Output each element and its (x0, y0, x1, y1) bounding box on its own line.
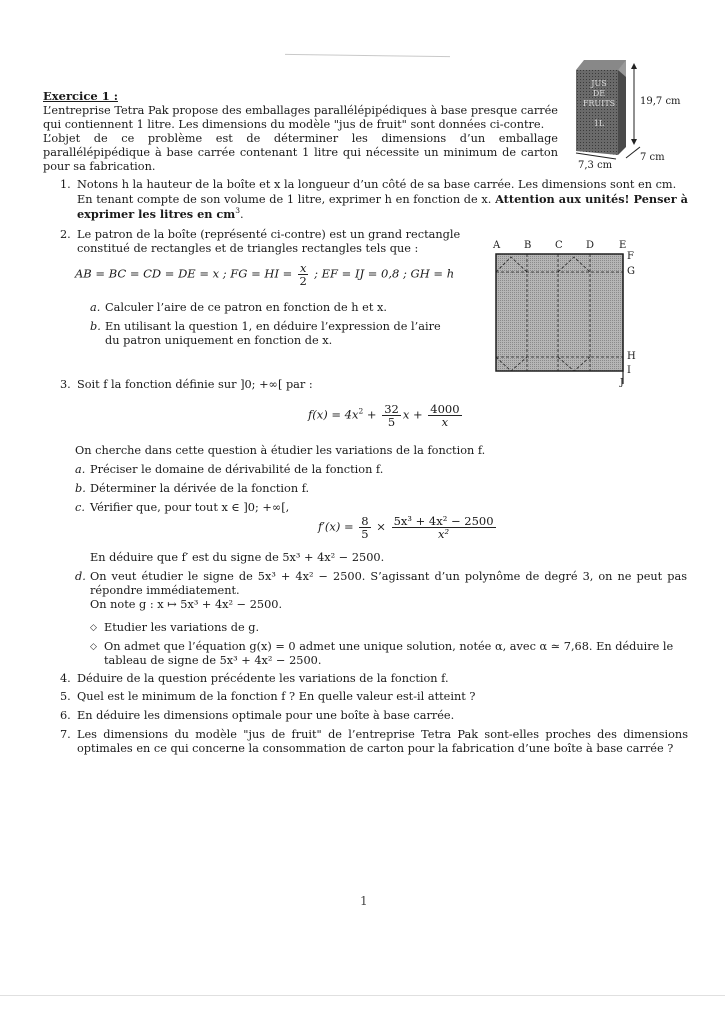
function-f-definition (308, 403, 464, 428)
juice-carton-figure (568, 55, 698, 175)
formula-part: f′(x) = (318, 519, 354, 534)
question-1-warning: Attention aux unités! Penser à exprimer les litres en cm (77, 192, 688, 221)
bullet-text: On admet que l’équation g(x) = 0 admet une unique solution, notée α, avec α ≃ 7,68. En déduire le tableau de signe de 5x³ + 4x² − 2500. (104, 640, 674, 667)
question-3c-conclusion: En déduire que f′ est du signe de 5x³ + 4x² − 2500. (90, 551, 385, 564)
sub-question-note: On note g : x ↦ 5x³ + 4x² − 2500. (90, 598, 283, 611)
fraction-denominator: 5 (361, 527, 369, 541)
scan-artifact-line-top (285, 54, 450, 57)
page-number: 1 (360, 894, 368, 908)
question-2-text: Le patron de la boîte (représenté ci-contre) est un grand rectangle constitué de rectangles et de triangles rectangles tels que : (77, 228, 461, 255)
pattern-point-H: H (627, 351, 636, 362)
fraction-denominator: 2 (299, 274, 307, 288)
question-7 (60, 728, 688, 756)
sub-question-label: a. (90, 301, 101, 314)
sub-question-label: b. (90, 320, 101, 333)
question-4 (60, 672, 688, 686)
sub-question-text: Calculer l’aire de ce patron en fonction de h et x. (105, 301, 387, 314)
fraction (359, 515, 370, 540)
question-2b (90, 320, 455, 348)
fraction-denominator: 5 (387, 415, 396, 429)
intro-paragraph-1: L’entreprise Tetra Pak propose des emballages parallélépipédiques à base presque carrée qui contiennent 1 litre. Les dimensions du modèle "jus de fruit" sont données ci-contre. (43, 104, 558, 131)
punctuation: . (240, 208, 244, 221)
sub-question-content (90, 570, 687, 612)
question-2-lengths-formula (75, 262, 454, 287)
question-number: 6. (60, 709, 71, 722)
pattern-point-B: B (524, 240, 532, 251)
fraction-denominator: x² (438, 527, 450, 541)
question-3d (75, 570, 687, 612)
formula-part: AB = BC = CD = DE = x ; FG = HI = (75, 266, 293, 281)
fraction (392, 515, 496, 540)
formula-part: x + (402, 407, 423, 422)
bullet-text: Etudier les variations de g. (104, 621, 260, 634)
question-number: 2. (60, 228, 71, 241)
pattern-point-C: C (555, 240, 563, 251)
question-3d-bullet-1 (90, 621, 687, 635)
carton-label-line: JUS (591, 79, 607, 88)
sub-question-text: Déterminer la dérivée de la fonction f. (90, 482, 310, 495)
question-3-intro: Soit f la fonction définie sur ]0; +∞[ par : (77, 378, 313, 391)
question-number: 5. (60, 690, 71, 703)
carton-depth-label: 7 cm (640, 152, 665, 163)
question-text: Déduire de la question précédente les variations de la fonction f. (77, 672, 449, 685)
fraction-denominator: x (441, 415, 449, 429)
superscript: 2 (358, 406, 364, 416)
fraction (298, 262, 309, 287)
diamond-bullet-icon: ◇ (90, 642, 97, 652)
question-1-line-2 (77, 192, 688, 222)
pattern-point-A: A (493, 240, 501, 251)
formula-part: × (376, 519, 386, 534)
derivative-formula (318, 515, 498, 540)
sub-question-label: d. (75, 570, 86, 583)
question-1-line-1: Notons h la hauteur de la boîte et x la longueur d’un côté de sa base carrée. Les dimensions sont en cm. (77, 178, 677, 191)
question-2 (60, 228, 480, 256)
question-3 (60, 378, 500, 392)
formula-part: f(x) = 4x (308, 407, 359, 422)
box-pattern-figure (490, 238, 640, 388)
carton-height-label: 19,7 cm (640, 96, 681, 107)
sub-question-text: On veut étudier le signe de 5x³ + 4x² − 2500. S’agissant d’un polynôme de degré 3, on ne peut pas répondre immédiatement. (90, 570, 687, 597)
exercise-title: Exercice 1 : (43, 89, 118, 103)
carton-label-line: FRUITS (582, 99, 616, 108)
question-1-text: En tenant compte de son volume de 1 litre, exprimer h en fonction de x. (77, 193, 496, 206)
pattern-point-E: E (619, 240, 627, 251)
question-1 (60, 178, 688, 222)
question-5 (60, 690, 688, 704)
question-number: 3. (60, 378, 71, 391)
sub-question-label: b. (75, 482, 86, 495)
scan-artifact-line-bottom (0, 995, 725, 996)
sub-question-label: a. (75, 463, 86, 476)
question-text: Quel est le minimum de la fonction f ? En quelle valeur est-il atteint ? (77, 690, 476, 703)
pattern-point-D: D (586, 240, 595, 251)
question-number: 7. (60, 728, 71, 741)
fraction-numerator: 8 (361, 514, 369, 528)
carton-dimension-arrows (568, 55, 698, 175)
fraction-numerator: 32 (384, 402, 399, 416)
pattern-point-I: I (627, 365, 631, 376)
superscript: 3 (235, 206, 241, 215)
exercise-intro (43, 104, 558, 174)
question-6 (60, 709, 688, 723)
carton-label-line: 1L (593, 119, 605, 128)
sub-question-text: En utilisant la question 1, en déduire l’expression de l’aire du patron uniquement en fonction de x. (105, 320, 441, 347)
carton-label-line: DE (592, 89, 606, 98)
pattern-point-G: G (627, 266, 635, 277)
fraction (382, 403, 401, 428)
sub-question-text: Vérifier que, pour tout x ∈ ]0; +∞[, (90, 501, 290, 514)
intro-paragraph-2: L’objet de ce problème est de déterminer les dimensions d’un emballage parallélépipédique à base carrée contenant 1 litre qui nécessite un minimum de carton pour sa fabrication. (43, 132, 558, 173)
question-text: En déduire les dimensions optimale pour une boîte à base carrée. (77, 709, 455, 722)
question-number: 4. (60, 672, 71, 685)
question-number: 1. (60, 178, 71, 191)
question-3d-bullet-2 (90, 640, 687, 668)
formula-part: + (366, 407, 377, 422)
question-3c (75, 501, 675, 515)
sub-question-text: Préciser le domaine de dérivabilité de la fonction f. (90, 463, 384, 476)
carton-width-label: 7,3 cm (578, 160, 613, 171)
question-3-task: On cherche dans cette question à étudier les variations de la fonction f. (75, 444, 486, 457)
fraction-numerator: 5x³ + 4x² − 2500 (393, 514, 494, 528)
question-text: Les dimensions du modèle "jus de fruit" de l’entreprise Tetra Pak sont-elles proches des dimensions optimales en ce qui concerne la consommation de carton pour la fabrication d’une boîte à base carrée ? (77, 728, 688, 755)
question-3a (75, 463, 675, 477)
question-3b (75, 482, 675, 496)
fraction-numerator: 4000 (430, 402, 460, 416)
question-2a (90, 301, 470, 315)
pattern-point-F: F (627, 251, 634, 262)
pattern-point-J: J (620, 378, 624, 388)
formula-part: ; EF = IJ = 0,8 ; GH = h (314, 266, 455, 281)
fraction-numerator: x (299, 261, 307, 275)
fraction (428, 403, 461, 428)
diamond-bullet-icon: ◇ (90, 623, 97, 633)
box-pattern-diagram (490, 238, 640, 388)
sub-question-label: c. (75, 501, 85, 514)
